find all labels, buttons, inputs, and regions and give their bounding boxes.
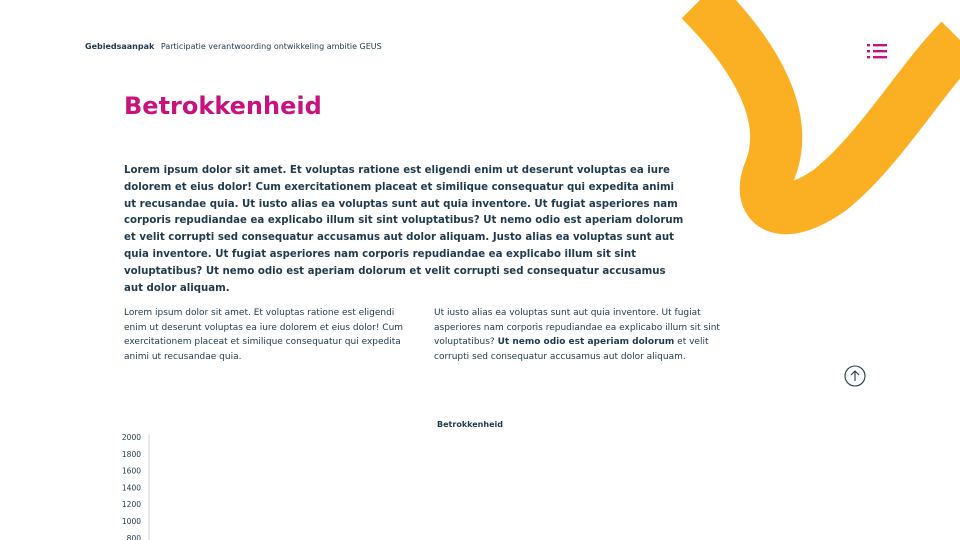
body-column-right xyxy=(434,306,724,364)
scroll-to-top-button[interactable] xyxy=(844,365,866,387)
body-column-right-text-b: et velit corrupti sed consequatur accusamus aut dolor aliquam. xyxy=(434,337,709,362)
breadcrumb xyxy=(85,42,382,51)
chart-y-tick-label: 1400 xyxy=(121,483,141,493)
chart-y-tick-label: 1200 xyxy=(121,500,141,510)
menu-button[interactable] xyxy=(865,40,889,62)
intro-paragraph: Lorem ipsum dolor sit amet. Et voluptas ratione est eligendi enim ut deserunt voluptas ea iure dolorem et eius dolor! Cum exercitationem placeat et similique consequatur qui expedita animi ut recusandae quia. Ut iusto alias ea voluptas sunt aut quia inventore. Ut fugiat asperiores nam corporis repudiandae ea explicabo illum sit sint voluptatibus? Ut nemo odio est aperiam dolorum et velit corrupti sed consequatur accusamus aut dolor aliquam. Justo alias ea voluptas sunt aut quia inventore. Ut fugiat asperiores nam corporis repudiandae ea explicabo illum sit sint voluptatibus? Ut nemo odio est aperiam dolorum et velit corrupti sed consequatur accusamus aut dolor aliquam. xyxy=(124,165,684,294)
chart-y-tick-label: 800 xyxy=(126,533,141,540)
chart-y-tick-label: 2000 xyxy=(121,433,141,442)
body-column-right-bold: Ut nemo odio est aperiam dolorum xyxy=(497,337,675,348)
chart-y-tick-label: 1600 xyxy=(121,466,141,476)
arrow-up-circle-icon xyxy=(844,365,866,387)
chart-y-ticks xyxy=(122,433,141,540)
breadcrumb-section[interactable]: Gebiedsaanpak xyxy=(85,42,155,51)
engagement-chart xyxy=(0,410,960,540)
breadcrumb-current: Participatie verantwoording ontwikkeling ambitie GEUS xyxy=(160,42,382,51)
menu-list-icon xyxy=(865,40,889,62)
chart-title: Betrokkenheid xyxy=(437,420,503,429)
chart-y-tick-label: 1800 xyxy=(121,449,141,459)
body-column-left: Lorem ipsum dolor sit amet. Et voluptas ratione est eligendi enim ut deserunt voluptas ea iure dolorem et eius dolor! Cum exercitationem placeat et similique consequatur qui expedita animi ut recusandae quia. xyxy=(124,308,404,362)
body-column-right-text-a: Ut iusto alias ea voluptas sunt aut quia inventore. Ut fugiat asperiores nam corporis repudiandae ea explicabo illum sit sint voluptatibus? xyxy=(434,308,720,348)
chart-y-tick-label: 1000 xyxy=(121,517,141,526)
page-title: Betrokkenheid xyxy=(124,92,322,120)
